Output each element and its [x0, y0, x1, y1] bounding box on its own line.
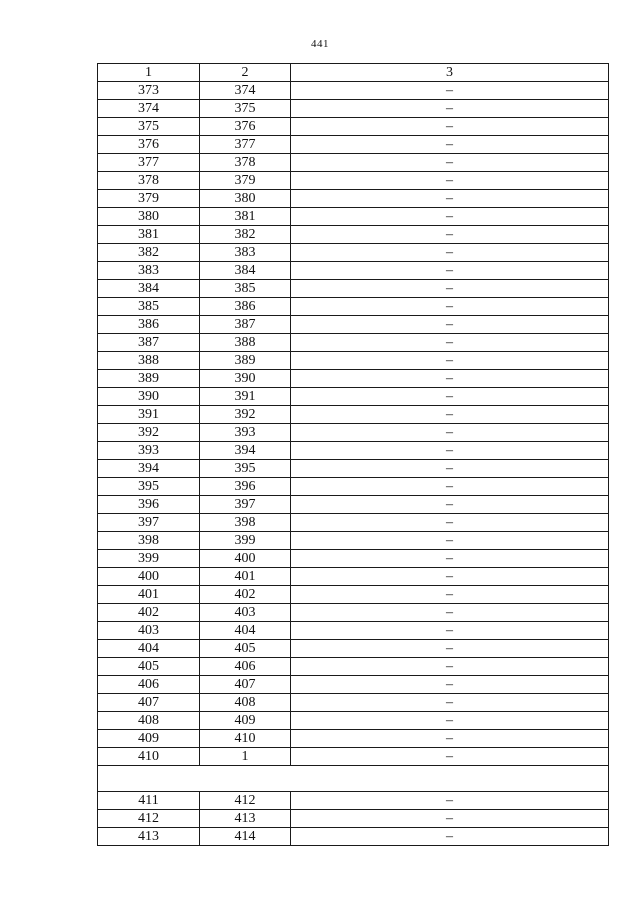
table-cell-col-1: 375 — [98, 118, 200, 136]
table-cell-col-2: 412 — [200, 792, 291, 810]
header-row — [98, 64, 609, 82]
table-cell-col-3: – — [291, 226, 609, 244]
table-cell-col-1: 407 — [98, 694, 200, 712]
table-cell-col-2: 379 — [200, 172, 291, 190]
table-cell-col-1: 373 — [98, 82, 200, 100]
table-cell-col-2: 399 — [200, 532, 291, 550]
table-cell-col-3: – — [291, 460, 609, 478]
table-cell-col-2: 376 — [200, 118, 291, 136]
table-row — [98, 676, 609, 694]
table-cell-col-3: – — [291, 136, 609, 154]
table-cell-col-2: 406 — [200, 658, 291, 676]
table-cell-col-3: – — [291, 262, 609, 280]
table-cell-col-3: – — [291, 316, 609, 334]
table-row — [98, 370, 609, 388]
table-cell-col-3: – — [291, 442, 609, 460]
table-cell-col-1: 388 — [98, 352, 200, 370]
table-cell-col-2: 408 — [200, 694, 291, 712]
table-row — [98, 352, 609, 370]
table-row — [98, 694, 609, 712]
table-cell-col-2: 395 — [200, 460, 291, 478]
table-gap-section — [98, 766, 609, 792]
table-cell-col-1: 385 — [98, 298, 200, 316]
column-header-2: 2 — [200, 64, 291, 82]
table-cell-col-2: 394 — [200, 442, 291, 460]
table-cell-col-3: – — [291, 514, 609, 532]
table-cell-col-3: – — [291, 208, 609, 226]
table-cell-col-2: 398 — [200, 514, 291, 532]
table-row — [98, 226, 609, 244]
table-cell-col-1: 399 — [98, 550, 200, 568]
table-row — [98, 424, 609, 442]
table-cell-col-2: 401 — [200, 568, 291, 586]
table-cell-col-1: 384 — [98, 280, 200, 298]
column-header-3: 3 — [291, 64, 609, 82]
table-cell-col-3: – — [291, 496, 609, 514]
column-header-1: 1 — [98, 64, 200, 82]
table-cell-col-2: 374 — [200, 82, 291, 100]
table-row — [98, 496, 609, 514]
table-cell-col-3: – — [291, 298, 609, 316]
table-cell-col-2: 400 — [200, 550, 291, 568]
table-cell-col-2: 413 — [200, 810, 291, 828]
table-row — [98, 658, 609, 676]
page-number: 441 — [311, 38, 329, 50]
table-row — [98, 748, 609, 766]
table-cell-col-2: 378 — [200, 154, 291, 172]
table-cell-col-2: 391 — [200, 388, 291, 406]
table-row — [98, 334, 609, 352]
table-cell-col-1: 401 — [98, 586, 200, 604]
table-row — [98, 712, 609, 730]
table-row — [98, 730, 609, 748]
table-cell-col-2: 404 — [200, 622, 291, 640]
table-body-top — [98, 82, 609, 766]
table-cell-col-1: 403 — [98, 622, 200, 640]
table-cell-col-2: 390 — [200, 370, 291, 388]
table-row — [98, 406, 609, 424]
table-row — [98, 388, 609, 406]
empty-separator-cell — [98, 766, 609, 792]
table-cell-col-3: – — [291, 748, 609, 766]
table-row — [98, 550, 609, 568]
table-cell-col-1: 395 — [98, 478, 200, 496]
table-cell-col-3: – — [291, 406, 609, 424]
table-cell-col-2: 1 — [200, 748, 291, 766]
table-cell-col-2: 375 — [200, 100, 291, 118]
table-row — [98, 208, 609, 226]
table-cell-col-2: 392 — [200, 406, 291, 424]
empty-separator-row — [98, 766, 609, 792]
table-cell-col-1: 413 — [98, 828, 200, 846]
table-cell-col-2: 381 — [200, 208, 291, 226]
table-cell-col-3: – — [291, 792, 609, 810]
table-cell-col-1: 378 — [98, 172, 200, 190]
table-cell-col-1: 406 — [98, 676, 200, 694]
table-cell-col-1: 383 — [98, 262, 200, 280]
table-cell-col-3: – — [291, 640, 609, 658]
table-cell-col-1: 409 — [98, 730, 200, 748]
table-cell-col-1: 377 — [98, 154, 200, 172]
table-cell-col-2: 389 — [200, 352, 291, 370]
data-table — [97, 63, 609, 846]
table-cell-col-2: 377 — [200, 136, 291, 154]
table-cell-col-1: 386 — [98, 316, 200, 334]
table-row — [98, 136, 609, 154]
table-cell-col-3: – — [291, 154, 609, 172]
table-row — [98, 190, 609, 208]
table-cell-col-1: 408 — [98, 712, 200, 730]
table-cell-col-3: – — [291, 244, 609, 262]
table-cell-col-3: – — [291, 676, 609, 694]
table-cell-col-3: – — [291, 388, 609, 406]
table-row — [98, 280, 609, 298]
table-cell-col-1: 402 — [98, 604, 200, 622]
table-cell-col-1: 412 — [98, 810, 200, 828]
table-row — [98, 118, 609, 136]
table-cell-col-3: – — [291, 82, 609, 100]
table-cell-col-3: – — [291, 424, 609, 442]
table-cell-col-2: 403 — [200, 604, 291, 622]
table-cell-col-2: 396 — [200, 478, 291, 496]
table-row — [98, 298, 609, 316]
table-cell-col-2: 384 — [200, 262, 291, 280]
table-cell-col-3: – — [291, 370, 609, 388]
table-cell-col-2: 387 — [200, 316, 291, 334]
table-row — [98, 460, 609, 478]
table-cell-col-2: 386 — [200, 298, 291, 316]
table-cell-col-1: 394 — [98, 460, 200, 478]
table-row — [98, 532, 609, 550]
table-row — [98, 828, 609, 846]
table-cell-col-1: 410 — [98, 748, 200, 766]
table-cell-col-2: 382 — [200, 226, 291, 244]
table-cell-col-3: – — [291, 172, 609, 190]
table-row — [98, 172, 609, 190]
table-row — [98, 442, 609, 460]
table-row — [98, 100, 609, 118]
table-cell-col-1: 379 — [98, 190, 200, 208]
table-row — [98, 82, 609, 100]
table-cell-col-1: 411 — [98, 792, 200, 810]
table-cell-col-2: 385 — [200, 280, 291, 298]
table-cell-col-1: 380 — [98, 208, 200, 226]
table-cell-col-1: 404 — [98, 640, 200, 658]
table-cell-col-3: – — [291, 622, 609, 640]
table-body-bottom — [98, 792, 609, 846]
table-row — [98, 154, 609, 172]
table-row — [98, 568, 609, 586]
table-row — [98, 622, 609, 640]
table-row — [98, 792, 609, 810]
table-cell-col-1: 376 — [98, 136, 200, 154]
table-cell-col-3: – — [291, 100, 609, 118]
table-row — [98, 604, 609, 622]
table-cell-col-3: – — [291, 828, 609, 846]
table-cell-col-3: – — [291, 532, 609, 550]
table-cell-col-3: – — [291, 694, 609, 712]
table-row — [98, 586, 609, 604]
table-cell-col-1: 400 — [98, 568, 200, 586]
table-cell-col-3: – — [291, 478, 609, 496]
table-cell-col-1: 393 — [98, 442, 200, 460]
table-cell-col-3: – — [291, 604, 609, 622]
table-cell-col-1: 405 — [98, 658, 200, 676]
table-cell-col-2: 414 — [200, 828, 291, 846]
table-cell-col-1: 392 — [98, 424, 200, 442]
table-cell-col-1: 382 — [98, 244, 200, 262]
table-cell-col-2: 410 — [200, 730, 291, 748]
table-cell-col-2: 383 — [200, 244, 291, 262]
table-cell-col-3: – — [291, 568, 609, 586]
table-cell-col-2: 397 — [200, 496, 291, 514]
table-cell-col-2: 407 — [200, 676, 291, 694]
table-row — [98, 640, 609, 658]
table-cell-col-1: 390 — [98, 388, 200, 406]
table-cell-col-3: – — [291, 810, 609, 828]
table-row — [98, 478, 609, 496]
table-cell-col-3: – — [291, 118, 609, 136]
table-cell-col-1: 398 — [98, 532, 200, 550]
table-cell-col-2: 380 — [200, 190, 291, 208]
table-cell-col-3: – — [291, 712, 609, 730]
table-cell-col-1: 387 — [98, 334, 200, 352]
table-row — [98, 514, 609, 532]
table-cell-col-3: – — [291, 190, 609, 208]
table-cell-col-3: – — [291, 586, 609, 604]
table-cell-col-2: 393 — [200, 424, 291, 442]
table-cell-col-3: – — [291, 334, 609, 352]
table-cell-col-1: 396 — [98, 496, 200, 514]
table-row — [98, 244, 609, 262]
table-cell-col-3: – — [291, 730, 609, 748]
table-cell-col-3: – — [291, 550, 609, 568]
table-cell-col-1: 397 — [98, 514, 200, 532]
table-cell-col-2: 402 — [200, 586, 291, 604]
table-cell-col-1: 381 — [98, 226, 200, 244]
table-row — [98, 810, 609, 828]
table-cell-col-2: 405 — [200, 640, 291, 658]
table-cell-col-1: 389 — [98, 370, 200, 388]
table-cell-col-2: 388 — [200, 334, 291, 352]
table-cell-col-1: 374 — [98, 100, 200, 118]
table-cell-col-3: – — [291, 352, 609, 370]
table-cell-col-3: – — [291, 280, 609, 298]
table-row — [98, 262, 609, 280]
table-row — [98, 316, 609, 334]
table-cell-col-1: 391 — [98, 406, 200, 424]
table-cell-col-2: 409 — [200, 712, 291, 730]
table-cell-col-3: – — [291, 658, 609, 676]
